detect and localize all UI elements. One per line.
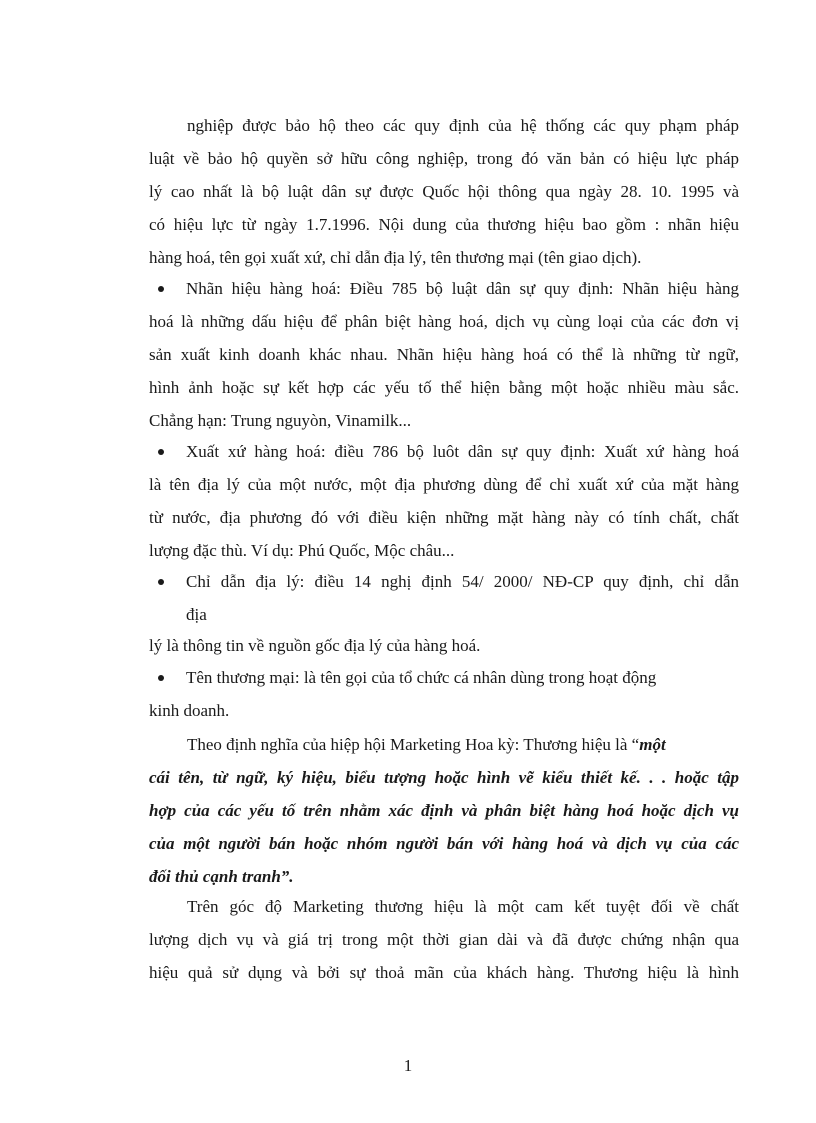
- bullet-line: Xuất xứ hàng hoá: điều 786 bộ luôt dân sự quy định: Xuất xứ hàng hoá: [186, 442, 739, 461]
- bullet-icon: [158, 579, 164, 585]
- bullet-line: hoá là những dấu hiệu để phân biệt hàng hoá, dịch vụ cùng loại của các đơn vị: [149, 312, 739, 331]
- bullet-line: là tên địa lý của một nước, một địa phương dùng để chỉ xuất xứ của mặt hàng: [149, 475, 739, 494]
- bullet-line: Nhãn hiệu hàng hoá: Điều 785 bộ luật dân sự quy định: Nhãn hiệu hàng: [186, 279, 739, 298]
- definition-line: [187, 734, 739, 756]
- paragraph-line: luật về bảo hộ quyền sở hữu công nghiệp, trong đó văn bản có hiệu lực pháp: [149, 149, 739, 168]
- bullet-line: sản xuất kinh doanh khác nhau. Nhãn hiệu hàng hoá có thể là những từ ngữ,: [149, 345, 739, 364]
- paragraph-line: lượng dịch vụ và giá trị trong một thời gian dài và đã được chứng nhận qua: [149, 930, 739, 949]
- bullet-line: từ nước, địa phương đó với điều kiện những mặt hàng này có tính chất, chất: [149, 508, 739, 527]
- paragraph-line: có hiệu lực từ ngày 1.7.1996. Nội dung của thương hiệu bao gồm : nhãn hiệu: [149, 215, 739, 234]
- definition-quote-line: đối thủ cạnh tranh”.: [149, 867, 294, 886]
- paragraph-line: hàng hoá, tên gọi xuất xứ, chỉ dẫn địa lý, tên thương mại (tên giao dịch).: [149, 248, 642, 267]
- bullet-line: kinh doanh.: [149, 701, 230, 720]
- paragraph-line: Trên góc độ Marketing thương hiệu là một cam kết tuyệt đối về chất: [187, 897, 739, 916]
- bullet-icon: [158, 449, 164, 455]
- definition-quote-line: của một người bán hoặc nhóm người bán với hàng hoá và dịch vụ của các: [149, 834, 739, 853]
- definition-quote-line: hợp của các yếu tố trên nhằm xác định và phân biệt hàng hoá hoặc dịch vụ: [149, 801, 739, 820]
- paragraph-line: hiệu quả sử dụng và bởi sự thoả mãn của khách hàng. Thương hiệu là hình: [149, 963, 739, 982]
- bullet-icon: [158, 286, 164, 292]
- bullet-line: hình ảnh hoặc sự kết hợp các yếu tố thể hiện bằng một hoặc nhiều màu sắc.: [149, 378, 739, 397]
- definition-quote-start: một: [639, 735, 666, 754]
- bullet-line: Chỉ dẫn địa lý: điều 14 nghị định 54/ 2000/ NĐ-CP quy định, chỉ dẫn: [186, 572, 739, 591]
- paragraph-line: nghiệp được bảo hộ theo các quy định của hệ thống các quy phạm pháp: [187, 116, 739, 135]
- definition-quote-line: cái tên, từ ngữ, ký hiệu, biểu tượng hoặc hình vẽ kiểu thiết kế. . . hoặc tập: [149, 768, 739, 787]
- bullet-line: lý là thông tin về nguồn gốc địa lý của hàng hoá.: [149, 636, 481, 655]
- bullet-line: địa: [186, 605, 207, 624]
- bullet-line: lượng đặc thù. Ví dụ: Phú Quốc, Mộc châu...: [149, 541, 455, 560]
- paragraph-line: lý cao nhất là bộ luật dân sự được Quốc hội thông qua ngày 28. 10. 1995 và: [149, 182, 739, 201]
- definition-intro: Theo định nghĩa của hiệp hội Marketing Hoa kỳ: Thương hiệu là “: [187, 735, 640, 754]
- bullet-icon: [158, 675, 164, 681]
- bullet-line: Tên thương mại: là tên gọi của tổ chức cá nhân dùng trong hoạt động: [186, 668, 657, 687]
- bullet-line: Chẳng hạn: Trung nguyòn, Vinamilk...: [149, 411, 412, 430]
- page-number: 1: [403, 1056, 413, 1075]
